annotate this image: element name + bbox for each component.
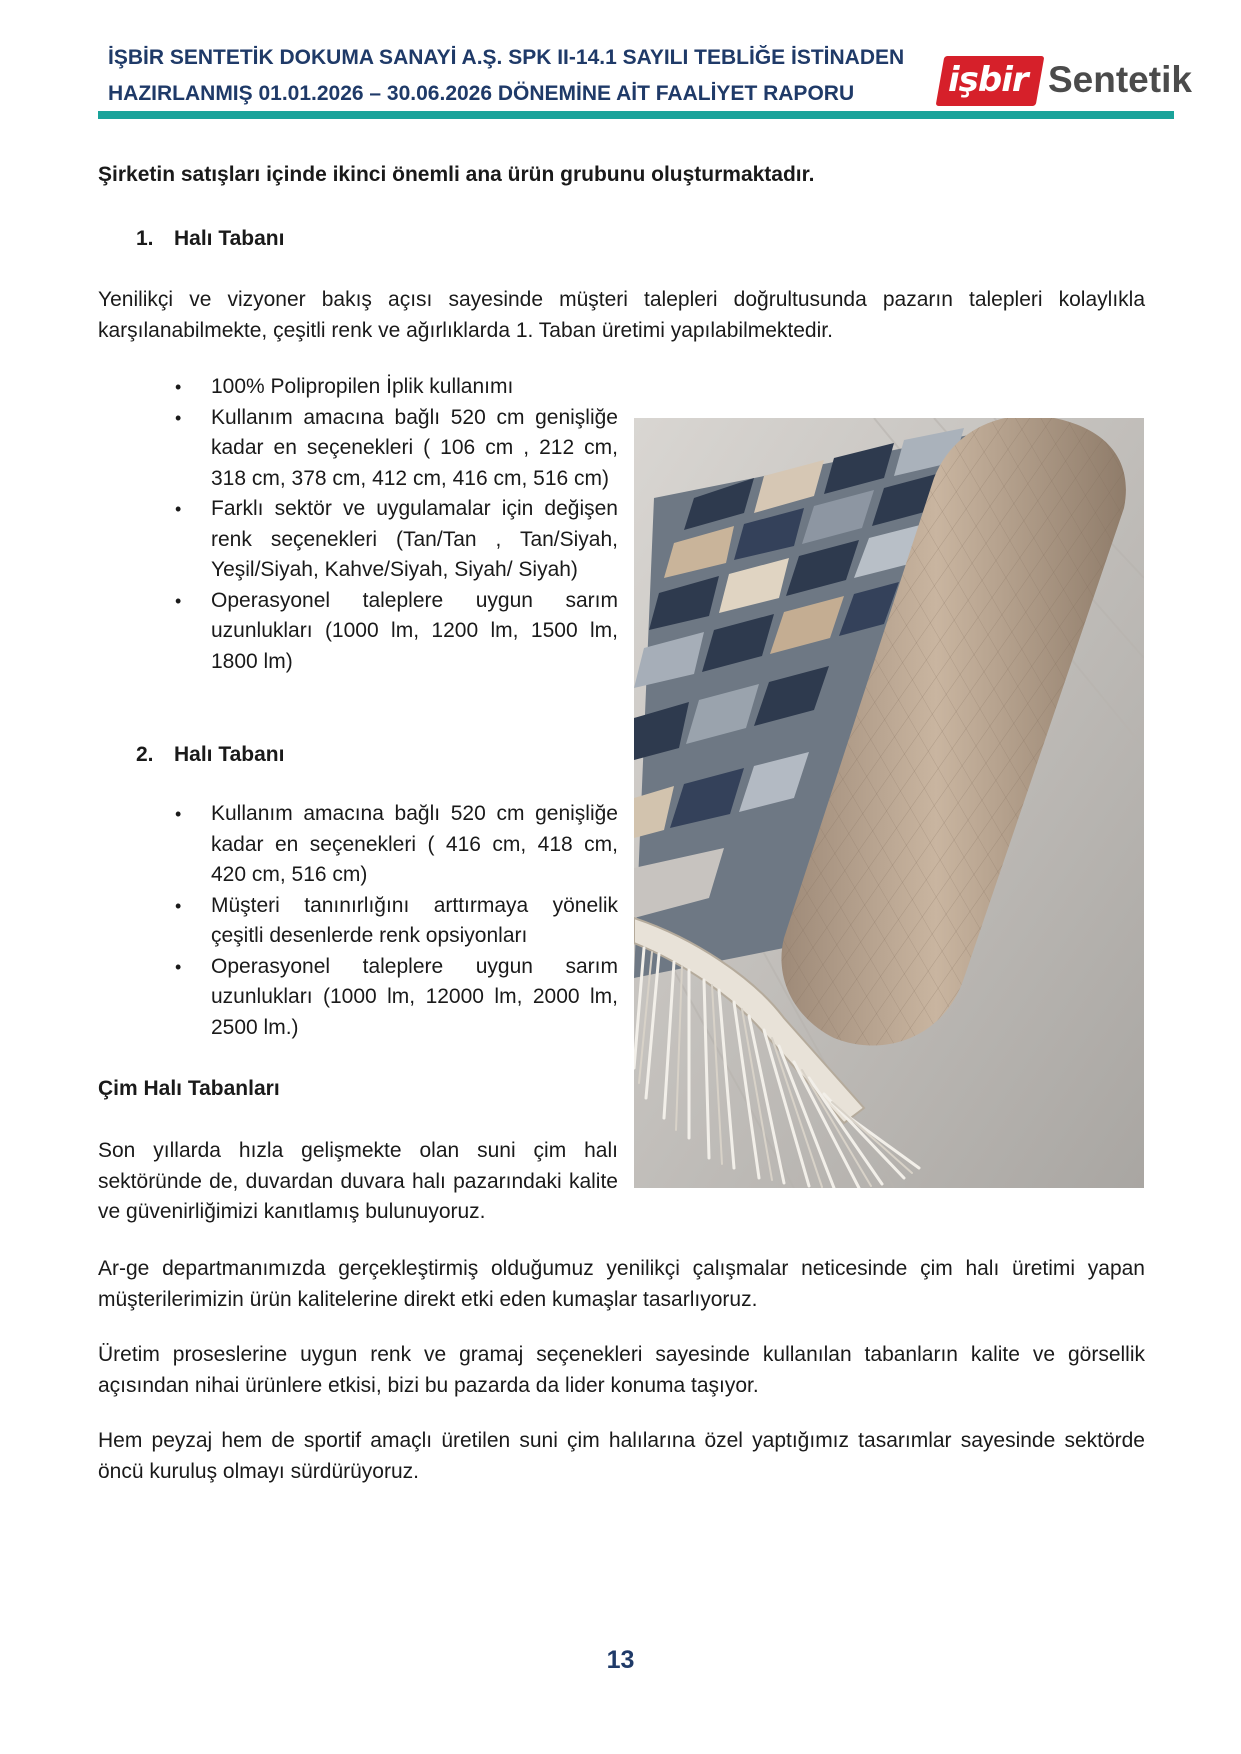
list-item: • Kullanım amacına bağlı 520 cm genişliğe kadar en seçenekleri ( 416 cm, 418 cm, 420 cm, 516 cm) <box>211 799 618 891</box>
page-number: 13 <box>606 1646 635 1674</box>
cim-paragraph-2: Ar-ge departmanımızda gerçekleştirmiş olduğumuz yenilikçi çalışmalar neticesinde çim halı üretimi yapan müşterilerimizin ürün kalitelerine direkt etki eden kumaşlar tasarlıyoruz. <box>98 1257 1145 1311</box>
rolled-carpet-photo <box>634 418 1144 1188</box>
section-1-paragraph: Yenilikçi ve vizyoner bakış açısı sayesinde müşteri talepleri doğrultusunda pazarın talepleri kolaylıkla karşılanabilmekte, çeşitli renk ve ağırlıklarda 1. Taban üretimi yapılabilmektedir. <box>98 288 1145 342</box>
section-1-number: 1. <box>136 227 154 250</box>
cim-paragraph-1: Son yıllarda hızla gelişmekte olan suni çim halı sektöründe de, duvardan duvara halı pazarındaki kalite ve güvenirliğimizi kanıtlamış bulunuyoruz. <box>98 1139 618 1223</box>
header-line-1: İŞBİR SENTETİK DOKUMA SANAYİ A.Ş. SPK II-14.1 SAYILI TEBLİĞE İSTİNADEN <box>108 46 905 69</box>
intro-statement: Şirketin satışları içinde ikinci önemli ana ürün grubunu oluşturmaktadır. <box>98 163 815 186</box>
bullet-icon: • <box>175 956 182 977</box>
section-2-heading <box>136 740 284 770</box>
section-1-title: Halı Tabanı <box>174 227 285 250</box>
list-item: • Kullanım amacına bağlı 520 cm genişliğe kadar en seçenekleri ( 106 cm , 212 cm, 318 cm, 378 cm, 412 cm, 416 cm, 516 cm) <box>211 403 618 495</box>
section-2-number: 2. <box>136 743 154 766</box>
section-1-heading <box>136 224 284 254</box>
section-2-bullet-list <box>175 799 618 1043</box>
header-line-2: HAZIRLANMIŞ 01.01.2026 – 30.06.2026 DÖNEMİNE AİT FAALİYET RAPORU <box>108 82 855 105</box>
logo-isbir-text: işbir <box>948 60 1028 100</box>
section-1-bullet-list <box>175 372 618 677</box>
logo-sentetik-text: Sentetik <box>1048 59 1192 100</box>
bullet-icon: • <box>175 895 182 916</box>
cim-hali-heading: Çim Halı Tabanları <box>98 1077 280 1100</box>
cim-paragraph-3: Üretim proseslerine uygun renk ve gramaj seçenekleri sayesinde kullanılan tabanların kalite ve görsellik açısından nihai ürünlere etkisi, bizi bu pazarda da lider konuma taşıyor. <box>98 1343 1145 1397</box>
bullet-icon: • <box>175 499 182 519</box>
isbir-sentetik-logo <box>936 52 1192 110</box>
report-header-title <box>108 40 928 112</box>
list-item: • 100% Polipropilen İplik kullanımı <box>211 372 618 403</box>
bullet-icon: • <box>175 377 182 397</box>
bullet-icon: • <box>175 804 182 824</box>
list-item: • Müşteri tanınırlığını arttırmaya yönelik çeşitli desenlerde renk opsiyonları <box>211 891 618 952</box>
cim-paragraph-4: Hem peyzaj hem de sportif amaçlı üretilen suni çim halılarına özel yaptığımız tasarımlar sayesinde sektörde öncü kuruluş olmayı sürdürüyoruz. <box>98 1429 1145 1483</box>
list-item: • Farklı sektör ve uygulamalar için değişen renk seçenekleri (Tan/Tan , Tan/Siyah, Yeşil/Siyah, Kahve/Siyah, Siyah/ Siyah) <box>211 494 618 586</box>
bullet-icon: • <box>175 407 182 428</box>
bullet-icon: • <box>175 590 182 611</box>
list-item: • Operasyonel taleplere uygun sarım uzunlukları (1000 lm, 1200 lm, 1500 lm, 1800 lm) <box>211 586 618 678</box>
header-divider <box>98 111 1174 119</box>
section-2-title: Halı Tabanı <box>174 743 285 766</box>
list-item: • Operasyonel taleplere uygun sarım uzunlukları (1000 lm, 12000 lm, 2000 lm, 2500 lm.) <box>211 952 618 1044</box>
